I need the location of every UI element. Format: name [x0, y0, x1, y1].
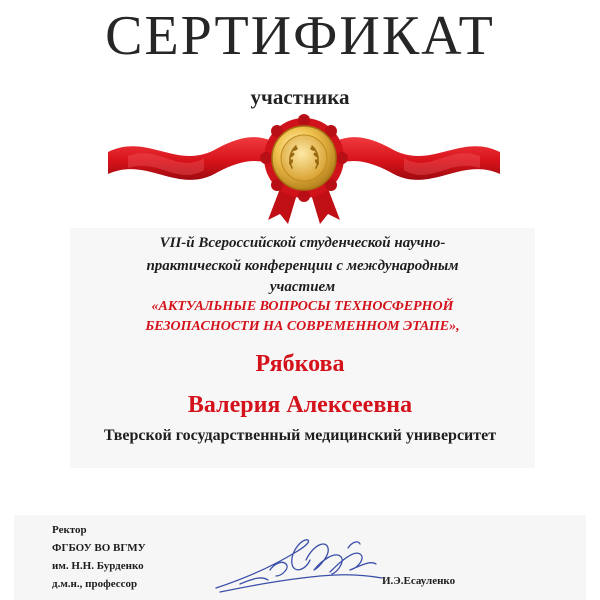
conference-name-line: «АКТУАЛЬНЫЕ ВОПРОСЫ ТЕХНОСФЕРНОЙ: [151, 299, 454, 314]
signatory-line: Ректор: [52, 524, 87, 536]
conference-line: участием: [269, 279, 336, 295]
signatory-line: им. Н.Н. Бурденко: [52, 560, 144, 572]
conference-line: VII-й Всероссийской студенческой научно-: [159, 235, 446, 251]
signatory-name: И.Э.Есауленко: [382, 575, 456, 587]
signature-icon: [210, 530, 390, 596]
certificate-title: СЕРТИФИКАТ: [105, 5, 495, 67]
conference-description: [75, 232, 530, 337]
certificate-subtitle: участника: [250, 85, 350, 109]
participant-surname: Рябкова: [255, 351, 345, 377]
participant-name: Валерия Алексеевна: [187, 392, 413, 418]
participant-university: Тверской государственный медицинский университет: [103, 427, 497, 444]
signatory-line: ФГБОУ ВО ВГМУ: [52, 542, 146, 554]
conference-line: практической конференции с международным: [146, 258, 459, 274]
conference-name-line: БЕЗОПАСНОСТИ НА СОВРЕМЕННОМ ЭТАПЕ»,: [145, 319, 460, 334]
ribbon-medal-icon: [108, 112, 500, 224]
signatory-line: д.м.н., профессор: [52, 578, 138, 590]
